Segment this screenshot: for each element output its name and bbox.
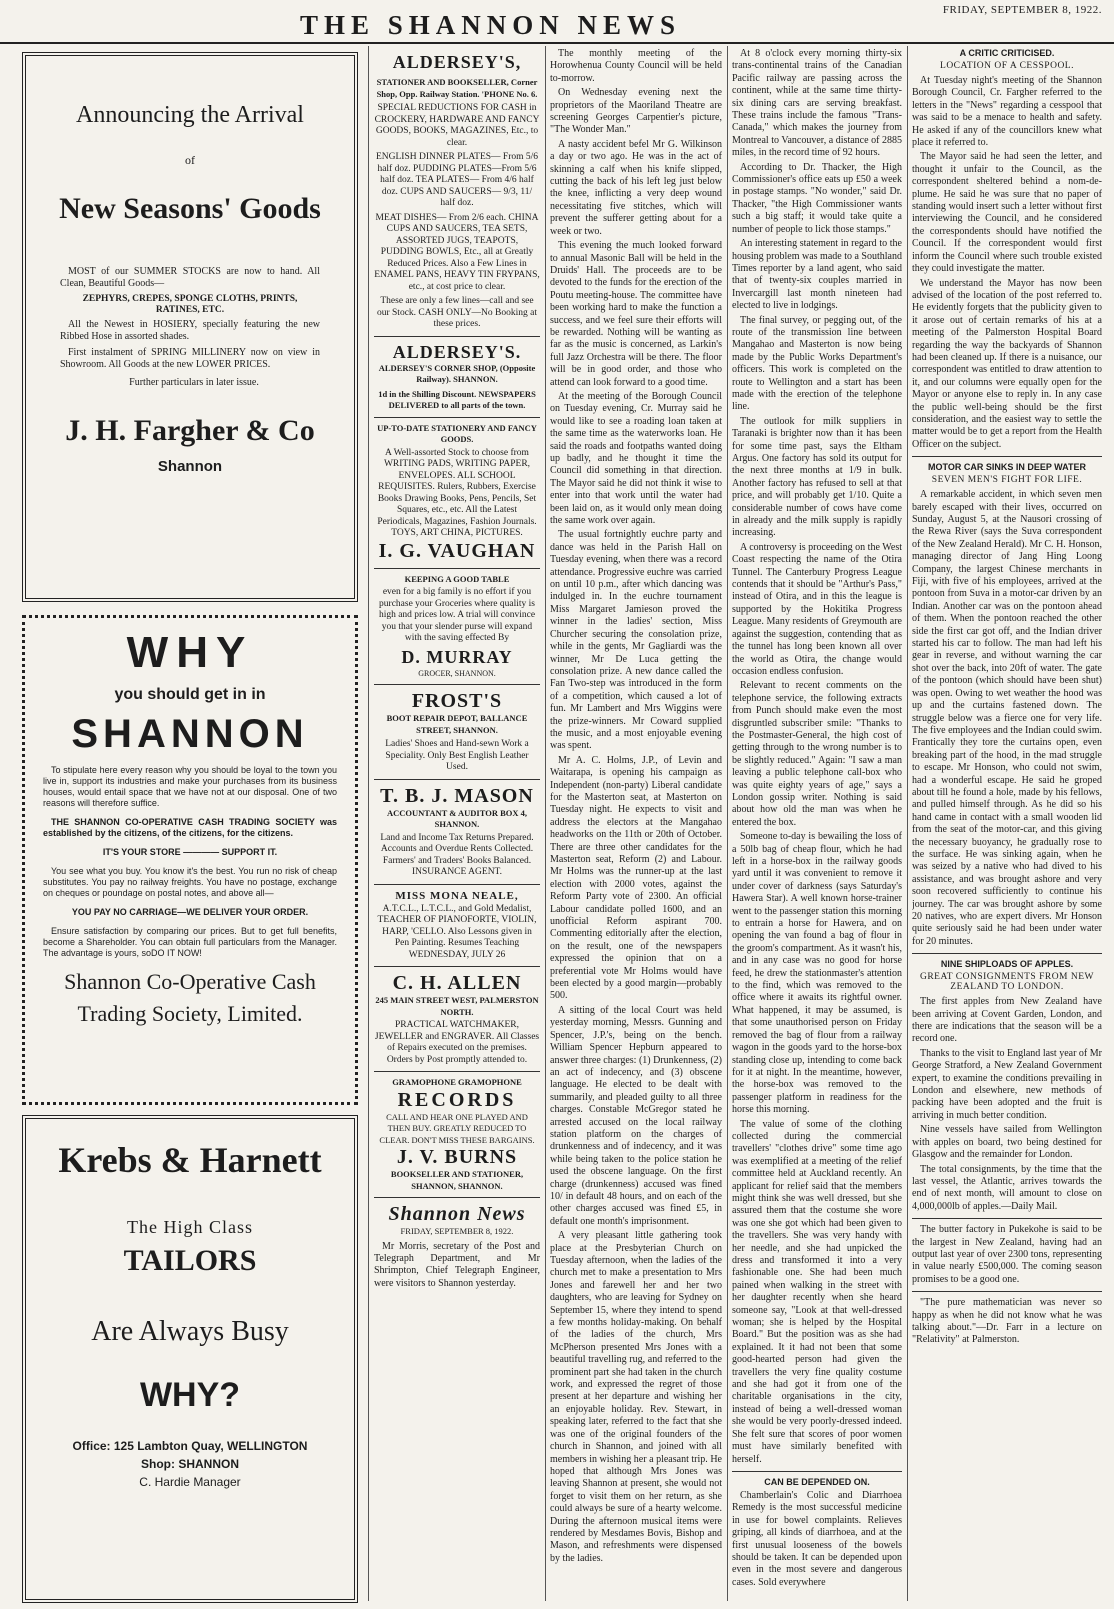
krebs-advert <box>22 1115 358 1603</box>
coop-name: Shannon Co-Operative Cash <box>64 969 316 994</box>
krebs-office: Office: 125 Lambton Quay, WELLINGTON <box>72 1439 308 1453</box>
news-column-4 <box>732 48 902 1603</box>
divider <box>374 1071 540 1072</box>
divider <box>374 966 540 967</box>
krebs-name: Krebs & Harnett <box>58 1140 322 1180</box>
ads-column <box>374 48 540 1603</box>
divider <box>374 1197 540 1198</box>
aldersey-text: These are only a few lines—call and see our Stock. CASH ONLY—No Booking at these prices. <box>376 296 538 329</box>
article-paragraph: The value of some of the clothing collected during the commercial travellers' "clothes drive" some time ago was exemplified at a meeting of the relief committee held at Auckland recently. An applicant for relief said that the members might think she was well dressed, but she assured them that the costume she wore was one she got which had been given to the travellers. She was very handy with her needle, and she had unpicked the dress and transformed it into a very fashionable one. She had been much pained when walking in the street with her daughter recently when she heard someone say, "Look at that well-dressed woman; she is helped by the Hospital Board." But the position was as she had explained. It it had not been that some good-hearted person had given the travellers the very fine quality costume and she had got it from one of the charitable organisations in the city, instead of being a well-dressed woman she would be very poorly-dressed indeed. She felt sure that scores of poor women must have similarly benefited with herself. <box>732 1118 902 1465</box>
coop-text: IT'S YOUR STORE ———— SUPPORT IT. <box>102 847 278 857</box>
coop-town: SHANNON <box>71 712 309 756</box>
neale-name: MISS MONA NEALE, <box>395 889 519 902</box>
aldersey2-text: ALDERSEY'S CORNER SHOP, (Opposite Railway). SHANNON. <box>378 362 536 384</box>
frost-name: FROST'S <box>411 690 503 712</box>
article-paragraph: The monthly meeting of the Horowhenua County Council will be held to-morrow. <box>550 48 722 84</box>
murray-text: GROCER, SHANNON. <box>418 668 496 678</box>
news-column-3 <box>550 48 722 1603</box>
column-rule <box>907 46 908 1601</box>
article-paragraph: Thanks to the visit to England last year of Mr George Stratford, a New Zealand Government expert, to examine the conditions prevailing in London and elsewhere, new methods of packing have been adopted and the fruit is arriving in much better condition. <box>912 1047 1102 1121</box>
article-paragraph: Nine vessels have sailed from Wellington with apples on board, two being destined for Glasgow and the remainder for London. <box>912 1124 1102 1161</box>
krebs-text: WHY? <box>139 1376 241 1414</box>
article-subheading: SEVEN MEN'S FIGHT FOR LIFE. <box>931 475 1083 486</box>
article-paragraph: The outlook for milk suppliers in Taranaki is brighter now than it has been for some time past, says the Eltham Argus. One factory has sold its output for the next three months at 1/9 in bulk. Another factory has refused to sell at that price, and will probably get 1/10. Quite a considerable number of cows have come in already and the milk supply is rapidly increasing. <box>732 415 902 539</box>
krebs-text: TAILORS <box>123 1244 257 1277</box>
article-subheading: GREAT CONSIGNMENTS FROM NEW ZEALAND TO LONDON. <box>919 972 1095 993</box>
murray-name: D. MURRAY <box>401 646 513 667</box>
article-paragraph: At 8 o'clock every morning thirty-six trans-continental trains of the Canadian Pacific railway are passing across the continent, while at the same time thirty-six dining cars are serving breakfast. These trains include the famous "Trans-Canada," which makes the journey from Montreal to Vancouver, a distance of 2885 miles, in the record time of 92 hours. <box>732 48 902 159</box>
masthead <box>0 0 1114 44</box>
article-paragraph: A sitting of the local Court was held yesterday morning, Messrs. Gunning and Spencer, J.P.'s, being on the bench. William Spencer Hepburn appeared to answer three charges: (1) Drunkenness, (2) an act of indecency, and (3) obscene language. He elected to be dealt with summarily, and pleaded guilty to all three charges. Constable McGregor stated he arrested accused on the local railway station platform on the charges of drunkenness and of indecency, and it was while being taken to the police station he used the obscene language. On the first charge (drunkenness) accused was fined 10/ in default 48 hours, and on each of the other charges accused was fined £5, in default one month's imprisonment. <box>550 1004 722 1227</box>
coop-text: To stipulate here every reason why you should be loyal to the town you live in, support its industries and make your purchases from its business houses, would entail space that we have not at our disposal. One of two reasons will therefore suffice. <box>43 765 337 808</box>
article-paragraph: Mr Morris, secretary of the Post and Telegraph Department, and Mr Shrimpton, Chief Telegraph Engineer, were visitors to Shannon yesterday. <box>374 1240 540 1289</box>
krebs-shop: Shop: SHANNON <box>141 1457 239 1471</box>
frost-text: BOOT REPAIR DEPOT, BALLANCE STREET, SHANNON. <box>386 713 528 735</box>
divider <box>912 953 1102 954</box>
murray-text: KEEPING A GOOD TABLE <box>404 573 510 584</box>
article-heading: MOTOR CAR SINKS IN DEEP WATER <box>927 462 1086 473</box>
article-paragraph: We understand the Mayor has now been advised of the location of the post referred to. He evidently forgets that the publicity given to it arose out of certain remarks of his at a meeting of the Palmerston Hospital Board regarding the way the backyards of Shannon had been cleaned up. If there is a nuisance, our correspondent was entitled to draw attention to it, and our columns were equally open for the Mayor or anyone else to reply in. In any case the public well-being should be the first consideration, and the easiest way to settle the matter would be to get a report from the Health Officer on the subject. <box>912 277 1102 450</box>
fargher-goods: ZEPHYRS, CREPES, SPONGE CLOTHS, PRINTS, RATINES, ETC. <box>82 293 298 316</box>
burns-records: RECORDS <box>397 1088 517 1111</box>
article-paragraph: The Mayor said he had seen the letter, and thought it unfair to the Council, as the correspondent sheltered behind a nom-de-plume. He said he was sure that no paper of standing would insert such a letter without first interviewing the Council, and he considered the correspondents should have notified the Council. If the correspondent would first inform the Council where such trouble existed they could investigate the matter. <box>912 151 1102 275</box>
fargher-text: MOST of our SUMMER STOCKS are now to hand. All Clean, Beautiful Goods— <box>60 266 320 290</box>
article-heading: CAN BE DEPENDED ON. <box>764 1476 870 1487</box>
mason-name: T. B. J. MASON <box>380 784 534 807</box>
paper-nameplate: Shannon News <box>388 1203 526 1225</box>
column-rule <box>545 46 546 1601</box>
coop-text: THE SHANNON CO-OPERATIVE CASH TRADING SOCIETY was established by the citizens, of the citizens, for the citizens. <box>43 817 337 838</box>
mason-text: Land and Income Tax Returns Prepared. Accounts and Overdue Rents Collected. Farmers' and Traders' Books Balanced. INSURANCE AGENT. <box>380 832 534 877</box>
issue-date: FRIDAY, SEPTEMBER 8, 1922. <box>942 4 1102 16</box>
article-paragraph: The butter factory in Pukekohe is said to be the largest in New Zealand, having had an output last year of over 2300 tons, representing in value nearly £500,000. The coming season promises to be a good one. <box>912 1224 1102 1285</box>
burns-text: BOOKSELLER AND STATIONER, SHANNON, SHANNON. <box>390 1169 524 1191</box>
fargher-advert <box>22 52 358 602</box>
aldersey-text: STATIONER AND BOOKSELLER, Corner Shop, Opp. Railway Station. 'PHONE No. 6. <box>376 77 538 99</box>
divider <box>374 884 540 885</box>
neale-text: A.T.C.L., L.T.C.L., and Gold Medalist, TEACHER OF PIANOFORTE, VIOLIN, HARP, 'CELLO. Also Lessons given in Pen Painting. Resumes Teaching WEDNESDAY, JULY 26 <box>377 903 537 960</box>
aldersey2-name: ALDERSEY'S. <box>392 341 522 362</box>
fargher-text: Further particulars in later issue. <box>129 377 259 389</box>
article-paragraph: A very pleasant little gathering took place at the Presbyterian Church on Tuesday afternoon, when the ladies of the church met to make a presentation to Mrs Jones and farewell her and her two daughters, who are leaving for Sydney on September 15, where they intend to spend a few months holiday-making. On behalf of the ladies of the church, Mrs McPherson presented Mrs Jones with a beautiful travelling rug, and referred to the prominent part she had taken in the church work, and expressed the regret of those present at her departure and wishing her an enjoyable holiday. Rev. Stewart, in speaking later, referred to the fact that she was one of the original founders of the church in Shannon, and joined with all members in wishing her a pleasant trip. He hoped that although Mrs Jones was leaving Shannon at present, she would not forget to visit them on her return, as she could always be sure of a hearty welcome. During the afternoon musical items were rendered by Mesdames Bovis, Bishop and Mason, and refreshments were dispensed by the ladies. <box>550 1230 722 1564</box>
aldersey-text: ENGLISH DINNER PLATES— From 5/6 half doz. PUDDING PLATES—From 5/6 half doz. TEA PLATES— From 4/6 half doz. CUPS AND SAUCERS— 9/3, 11/ half doz. <box>375 152 539 208</box>
burns-text: GRAMOPHONE GRAMOPHONE <box>392 1077 522 1087</box>
divider <box>374 568 540 569</box>
article-paragraph: A nasty accident befel Mr G. Wilkinson a day or two ago. He was in the act of skinning a calf when his knife slipped, cutting the back of his left leg just below the knee, inflicting a very deep wound necessitating five stitches, which will prevent the sufferer getting about for a week or two. <box>550 138 722 237</box>
column-rule <box>727 46 728 1601</box>
article-paragraph: A remarkable accident, in which seven men barely escaped with their lives, occurred on Sunday, August 5, at the Nausori crossing of the Rewa River (says the Suva correspondent of the New Zealand Herald). Mr C. H. Honson, managing director of Jang Hing Loong Company, the largest Chinese merchants in Fiji, with five of his employees, arrived at the pontoon from Suva in a motor-car driven by an Indian. Another car was on the pontoon ahead of them. When the pontoon reached the other side the first car got off, and the Indian driver started his car to follow. The man had left his gear in reverse, and without warning the car shot over the back, into 20ft of water. The gate of the pontoon (which should have been shut) was open. Owing to wet weather the hood was up and the curtains fastened down. The struggle below was a fierce one for very life. The five employees and the Indian could swim. Frantically they tore the curtains open, even breaking part of the hood, in the mad struggle to escape. Mr Honson, who could not swim, had a wonderful escape. He said he groped about till he found a hole, made by his fellows, and pulled himself through. As he did so his hand came in contact with a small wooden lid from the seat of the motor-car, and this giving the necessary buoyancy, he gradually rose to the surface. He was sinking again, when he was seized by a native who had dived to his assistance, and was brought ashore and very soon recovered sufficiently to continue his journey. The car was brought ashore by some 20 natives, who are expert divers. Mr Honson quite seriously said he had been under water for 20 minutes. <box>912 489 1102 947</box>
murray-text: even for a big family is no effort if you purchase your Groceries where quality is high and prices low. A trial will convince you that your slender purse will expand with the saving effected By <box>378 587 536 643</box>
divider <box>732 1471 902 1472</box>
coop-why: WHY <box>126 628 254 677</box>
frost-text: Ladies' Shoes and Hand-sewn Work a Speciality. Only Best English Leather Used. <box>385 739 529 772</box>
allen-name: C. H. ALLEN <box>392 972 522 994</box>
divider <box>374 336 540 337</box>
krebs-text: Are Always Busy <box>91 1316 289 1347</box>
newspaper-title: THE SHANNON NEWS <box>300 10 682 40</box>
fargher-text: All the Newest in HOSIERY, specially featuring the new Ribbed Hose in assorted shades. <box>60 318 320 343</box>
fargher-of: of <box>185 153 195 167</box>
coop-text: Ensure satisfaction by comparing our prices. But to get full benefits, become a Shareholder. You can obtain full particulars from the Manager. The advantage is yours, soDO IT NOW! <box>43 926 337 958</box>
divider <box>912 456 1102 457</box>
article-paragraph: The usual fortnightly euchre party and dance was held in the Parish Hall on Tuesday evening, when there was a record attendance. Progressive euchre was carried on until 10 p.m., after which dancing was indulged in. In the euchre tournament Miss Margaret Jamieson proved the winner in the ladies' section, Miss Churcher securing the consolation prize, while in the gents, Mr Gagliardi was the winner, Mr De Luca getting the consolation prize. A new dance called the Fan Two-step was introduced in the form of a competition, which caused a lot of fun. Mr Lambert and Mrs Wiggins were the prize-winners. Mr Coward supplied the music, and a most enjoyable evening was spent. <box>550 529 722 752</box>
divider <box>374 779 540 780</box>
aldersey-text: MEAT DISHES— From 2/6 each. CHINA CUPS AND SAUCERS, TEA SETS, ASSORTED JUGS, TEAPOTS, PUDDING BOWLS, Etc., all at Greatly Reduced Prices. Also a Few Lines in ENAMEL PANS, HEAVY TIN FRYPANS, etc., at cost price to clear. <box>374 212 540 292</box>
article-paragraph: "The pure mathematician was never so happy as when he did not know what he was talking about."—Dr. Farr in a lecture on "Relativity" at Palmerston. <box>912 1297 1102 1346</box>
article-paragraph: This evening the much looked forward to annual Masonic Ball will be held in the Druids' Hall. The proceeds are to be devoted to the funds for the erection of the Poutu meeting-house. The committee have been working hard to make the function a success, and we feel sure their efforts will be rewarded. Nothing will be wanting as far as the music is concerned, as Larkin's full Jazz Orchestra will be there. The floor will be in good order, and those who attend can look forward to a good time. <box>550 240 722 388</box>
mason-text: ACCOUNTANT & AUDITOR BOX 4, SHANNON. <box>386 807 528 829</box>
article-paragraph: Mr A. C. Holms, J.P., of Levin and Waitarapa, is opening his campaign as Independent (non-party) Liberal candidate for the Masterton seat, at Masterton on Tuesday night. He expects to visit and address the electors at the Mangahao headworks on the 11th or 20th of October. There are three other candidates for the Masterton seat, Reform (2) and Labour. Mr Holms was the runner-up at the last election with 2000 votes, against the Reform Party vote of 2300. An official Labour candidate polled 1600, and an unofficial Reform aspirant 700. Commenting editorially after the election, on the result, one of the newspapers expressed the opinion that on a preferential vote Mr Holms would have been elected by a good margin—probably 500. <box>550 754 722 1002</box>
fargher-text: First instalment of SPRING MILLINERY now on view in Showroom. All Goods at the new LOWER PRICES. <box>60 346 320 371</box>
article-paragraph: At the meeting of the Borough Council on Tuesday evening, Cr. Murray said he would like to see a roading loan taken at the same time as the waterworks loan. He said the roads and footpaths wanted doing up badly, and he thought it time the Council did something in that direction. The Mayor said he did not think it wise to enter into that work until the water had been laid on, as it would only mean doing the same work over again. <box>550 390 722 527</box>
article-paragraph: Relevant to recent comments on the telephone service, the following extracts from Punch should make even the most disgruntled subscriber smile: "Thanks to the Postmaster-General, the high cost of getting through to the wrong number is to be slightly reduced." Again: "I saw a man leaving a public telephone call-box who was quite eighty years of age," says a London gossip writer. Nothing is said about how old the man was when he entered the box. <box>732 680 902 828</box>
coop-name: Trading Society, Limited. <box>77 1001 303 1026</box>
paper-date: FRIDAY, SEPTEMBER 8, 1922. <box>400 1226 514 1236</box>
article-paragraph: An interesting statement in regard to the housing problem was made to a Southland Times reporter by a land agent, who said that of twenty-six couples married in Invercargill last month nineteen had elected to live in lodgings. <box>732 238 902 312</box>
fargher-headline: Announcing the Arrival <box>76 102 304 128</box>
article-paragraph: According to Dr. Thacker, the High Commissioner's office eats up £50 a week in postage stamps. "No wonder," said Dr. Thacker, "the High Commissioner wants such a big staff; it would take quite a number of people to lick those stamps." <box>732 161 902 235</box>
article-paragraph: A controversy is proceeding on the West Coast respecting the name of the Otira Tunnel. The Canterbury Progress League contends that it should be "Arthur's Pass," instead of Otira, and in this the league is supported by the Hokitika Progress League. Many residents of Greymouth are against the suggestion, contending that as the tunnel has long been known all over the world as Otira, the change would occasion endless confusion. <box>732 541 902 677</box>
divider <box>912 1291 1102 1292</box>
divider <box>912 1218 1102 1219</box>
fargher-headline-goods: New Seasons' Goods <box>59 192 321 225</box>
coop-text: You see what you buy. You know it's the best. You run no risk of cheap substitutes. You pay no railway freights. You have no postage, exchange on cheques or poundage on postal notes, and above all— <box>43 866 337 898</box>
fargher-town: Shannon <box>157 457 223 475</box>
article-paragraph: At Tuesday night's meeting of the Shannon Borough Council, Cr. Fargher referred to the letters in the "News" regarding a cesspool that was said to be a menace to health and safety. He asked if any of the councillors knew what place it referred to. <box>912 75 1102 149</box>
krebs-text: The High Class <box>127 1217 253 1237</box>
article-paragraph: The first apples from New Zealand have been arriving at Covent Garden, London, and there are indications that the season will be a record one. <box>912 996 1102 1045</box>
fargher-name: J. H. Fargher & Co <box>65 413 315 447</box>
allen-text: PRACTICAL WATCHMAKER, JEWELLER and ENGRAVER. All Classes of Repairs executed on the premises. Orders by Post promptly attended to. <box>374 1020 540 1065</box>
article-paragraph: Chamberlain's Colic and Diarrhoea Remedy is the most successful medicine in use for bowel complaints. Relieves griping, all kinds of diarrhoea, and at the first unusual looseness of the bowels should be taken. It can be depended upon even in the most severe and dangerous cases. Sold everywhere <box>732 1489 902 1588</box>
article-paragraph: Someone to-day is bewailing the loss of a 50lb bag of cheap flour, which he had left in a horse-box in the railway goods yard until it was convenient to remove it under cover of darkness (says Saturday's Hawera Star). A well known horse-trainer went to the passenger station this morning to entrain a horse for Hawera, and on opening the van found a bag of flour in the groom's compartment. As it wasn't his, and in any case was no good for horse feed, he drew the stationmaster's attention to the find, which was removed to the office where it awaits its rightful owner. What happened, it may be assumed, is that some unauthorised person on Friday removed the bag of flour from a railway wagon in the goods yard to the horse-box standing close up, intending to come back for it at night. In the meantime, however, the horse-box was removed to the passenger platform in readiness for the horse this morning. <box>732 831 902 1116</box>
article-heading: A CRITIC CRITICISED. <box>959 48 1055 58</box>
aldersey-text: SPECIAL REDUCTIONS FOR CASH in CROCKERY, HARDWARE AND FANCY GOODS, BOOKS, MAGAZINES, Etc., to clear. <box>374 103 540 148</box>
divider <box>374 417 540 418</box>
coop-advert <box>22 615 358 1105</box>
burns-name: J. V. BURNS <box>396 1146 518 1168</box>
vaughan-text: UP-TO-DATE STATIONERY AND FANCY GOODS. <box>377 422 537 444</box>
article-paragraph: The final survey, or pegging out, of the route of the transmission line between Mangahao and Masterton is now being made by the Public Works Department's officers. This work is completed on the route to Wellington and a start has been made with the erection of the telephone line. <box>732 314 902 413</box>
article-heading: NINE SHIPLOADS OF APPLES. <box>940 959 1074 970</box>
aldersey-name: ALDERSEY'S, <box>392 52 522 72</box>
coop-text: YOU PAY NO CARRIAGE—WE DELIVER YOUR ORDER. <box>71 907 309 917</box>
article-subheading: LOCATION OF A CESSPOOL. <box>940 61 1074 71</box>
article-paragraph: The total consignments, by the time that the last vessel, the Atlantic, arrives towards the end of next month, will amount to close on 4,000,000lb of apples.—Daily Mail. <box>912 1163 1102 1212</box>
burns-text: CALL AND HEAR ONE PLAYED AND THEN BUY. GREATLY REDUCED TO CLEAR. DON'T MISS THESE BARGAINS. <box>379 1111 535 1145</box>
allen-text: 245 MAIN STREET WEST, PALMERSTON NORTH. <box>375 995 539 1017</box>
vaughan-name: I. G. VAUGHAN <box>378 539 536 562</box>
news-column-5 <box>912 48 1102 1603</box>
divider <box>374 684 540 685</box>
coop-sub: you should get in in <box>114 686 266 703</box>
column-rule <box>368 46 369 1601</box>
vaughan-text: A Well-assorted Stock to choose from WRITING PADS, WRITING PAPER, ENVELOPES. ALL SCHOOL REQUISITES. Rulers, Rubbers, Exercise Books Drawing Books, Pens, Pencils, Set Squares, etc., etc. All the Latest Periodicals, Magazines, Fashion Journals. TOYS, ART CHINA, PICTURES. <box>377 447 537 538</box>
article-paragraph: On Wednesday evening next the proprietors of the Maoriland Theatre are screening Georges Carpentier's picture, "The Wonder Man." <box>550 87 722 136</box>
aldersey2-text: 1d in the Shilling Discount. NEWSPAPERS DELIVERED to all parts of the town. <box>378 388 536 410</box>
krebs-manager: C. Hardie Manager <box>139 1475 241 1489</box>
